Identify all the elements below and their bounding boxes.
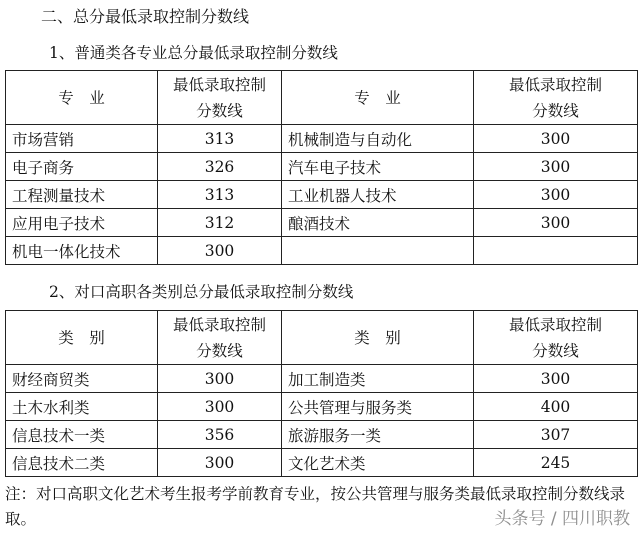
table-header-row	[6, 71, 638, 125]
category-name: 信息技术二类	[6, 449, 158, 477]
min-score: 356	[158, 421, 282, 449]
major-name: 工程测量技术	[6, 181, 158, 209]
section-title: 二、总分最低录取控制分数线	[41, 7, 250, 26]
min-score: 326	[158, 153, 282, 181]
min-score: 300	[474, 153, 638, 181]
table-row	[6, 125, 638, 153]
footnote: 注：对口高职文化艺术考生报考学前教育专业，按公共管理与服务类最低录取控制分数线录取。	[5, 485, 626, 528]
categories-score-table	[5, 310, 638, 477]
table-row	[6, 181, 638, 209]
min-score: 300	[474, 365, 638, 393]
majors-score-table	[5, 70, 638, 265]
min-score: 312	[158, 209, 282, 237]
min-score	[474, 237, 638, 265]
table-header-row	[6, 311, 638, 365]
watermark: 头条号 / 四川职教	[494, 509, 630, 529]
header-score-2: 最低录取控制 分数线	[474, 311, 638, 365]
category-name: 信息技术一类	[6, 421, 158, 449]
category-name: 文化艺术类	[282, 449, 474, 477]
category-name: 公共管理与服务类	[282, 393, 474, 421]
major-name	[282, 237, 474, 265]
header-major-1: 专 业	[6, 71, 158, 125]
min-score: 300	[474, 181, 638, 209]
header-score-1: 最低录取控制 分数线	[158, 71, 282, 125]
header-category-2: 类 别	[282, 311, 474, 365]
min-score: 400	[474, 393, 638, 421]
min-score: 245	[474, 449, 638, 477]
min-score: 300	[158, 365, 282, 393]
min-score: 300	[474, 125, 638, 153]
min-score: 307	[474, 421, 638, 449]
header-major-2: 专 业	[282, 71, 474, 125]
table-1-title: 1、普通类各专业总分最低录取控制分数线	[49, 44, 338, 62]
min-score: 313	[158, 125, 282, 153]
header-score-1: 最低录取控制 分数线	[158, 311, 282, 365]
category-name: 财经商贸类	[6, 365, 158, 393]
major-name: 酿酒技术	[282, 209, 474, 237]
header-score-2: 最低录取控制 分数线	[474, 71, 638, 125]
min-score: 300	[158, 393, 282, 421]
header-category-1: 类 别	[6, 311, 158, 365]
table-row	[6, 209, 638, 237]
major-name: 市场营销	[6, 125, 158, 153]
major-name: 机械制造与自动化	[282, 125, 474, 153]
major-name: 工业机器人技术	[282, 181, 474, 209]
table-row	[6, 421, 638, 449]
major-name: 汽车电子技术	[282, 153, 474, 181]
major-name: 应用电子技术	[6, 209, 158, 237]
major-name: 机电一体化技术	[6, 237, 158, 265]
min-score: 300	[158, 237, 282, 265]
table-row	[6, 449, 638, 477]
min-score: 300	[474, 209, 638, 237]
category-name: 土木水利类	[6, 393, 158, 421]
table-2-title: 2、对口高职各类别总分最低录取控制分数线	[49, 283, 354, 301]
table-row	[6, 365, 638, 393]
table-row	[6, 237, 638, 265]
table-row	[6, 153, 638, 181]
table-row	[6, 393, 638, 421]
category-name: 旅游服务一类	[282, 421, 474, 449]
min-score: 313	[158, 181, 282, 209]
category-name: 加工制造类	[282, 365, 474, 393]
min-score: 300	[158, 449, 282, 477]
major-name: 电子商务	[6, 153, 158, 181]
